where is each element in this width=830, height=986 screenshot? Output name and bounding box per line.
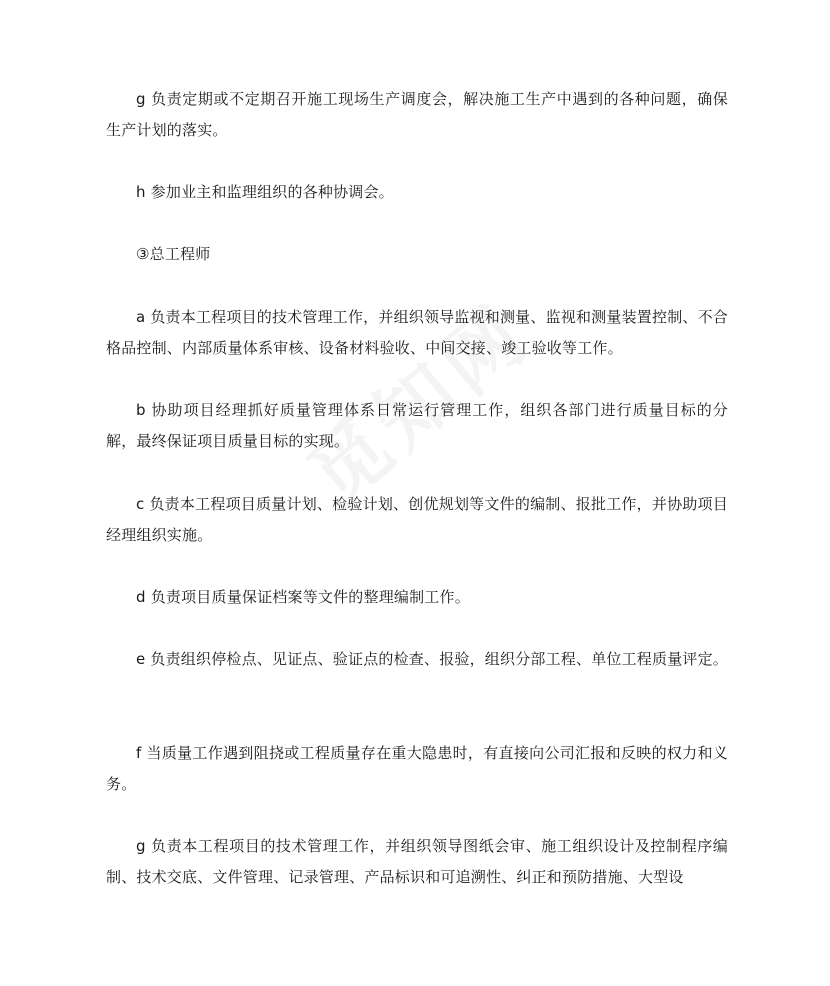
paragraph-c-quality-plan: c 负责本工程项目质量计划、检验计划、创优规划等文件的编制、报批工作，并协助项目经理组织实施。 [106, 495, 728, 544]
paragraph-f-report-duty: f 当质量工作遇到阻挠或工程质量存在重大隐患时，有直接向公司汇报和反映的权力和义务。 [106, 744, 728, 793]
paragraph-g-schedule-meeting: g 负责定期或不定期召开施工现场生产调度会，解决施工生产中遇到的各种问题，确保生产计划的落实。 [106, 90, 728, 139]
paragraph-e-inspection-points: e 负责组织停检点、见证点、验证点的检查、报验，组织分部工程、单位工程质量评定。 [136, 650, 729, 668]
paragraph-h-coordination-meeting: h 参加业主和监理组织的各种协调会。 [136, 183, 394, 201]
section-heading-chief-engineer: ③总工程师 [136, 245, 211, 263]
paragraph-d-quality-archive: d 负责项目质量保证档案等文件的整理编制工作。 [136, 588, 470, 606]
paragraph-g-drawing-review: g 负责本工程项目的技术管理工作，并组织领导图纸会审、施工组织设计及控制程序编制、技术交底、文件管理、记录管理、产品标识和可追溯性、纠正和预防措施、大型设 [106, 837, 728, 886]
paragraph-a-technical-management: a 负责本工程项目的技术管理工作，并组织领导监视和测量、监视和测量装置控制、不合格品控制、内部质量体系审核、设备材料验收、中间交接、竣工验收等工作。 [106, 308, 728, 357]
paragraph-b-quality-system: b 协助项目经理抓好质量管理体系日常运行管理工作，组织各部门进行质量目标的分解，最终保证项目质量目标的实现。 [106, 401, 728, 450]
